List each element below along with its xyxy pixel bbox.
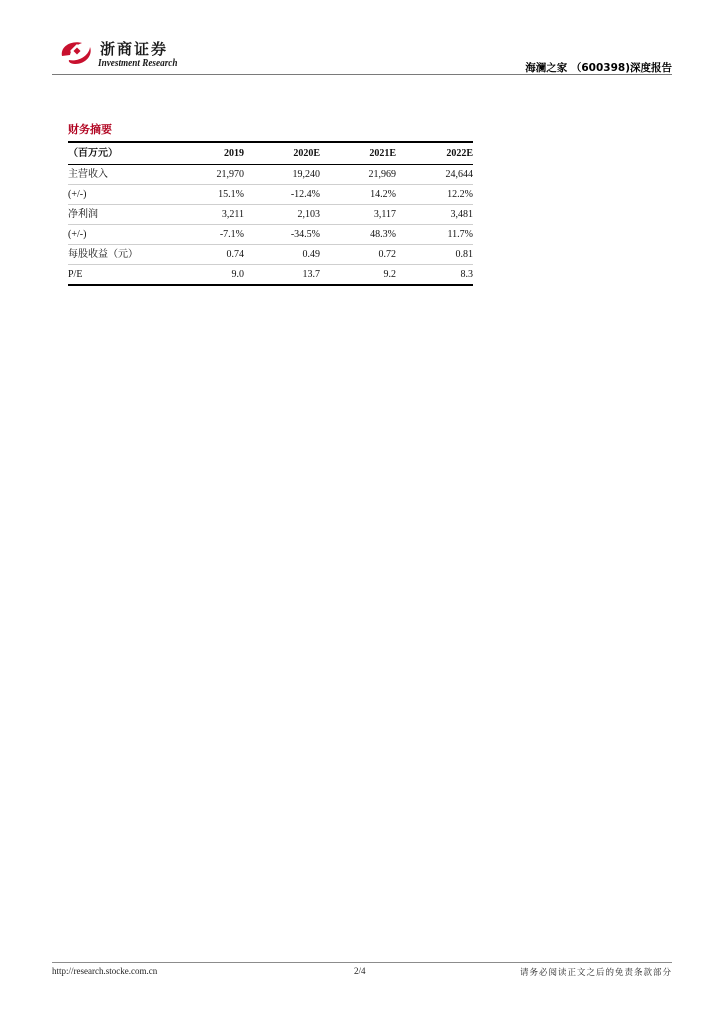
table-header-row <box>68 142 473 165</box>
header-divider <box>52 74 672 75</box>
table-cell: 3,481 <box>450 209 473 220</box>
section-title: 财务摘要 <box>68 123 112 136</box>
table-cell: 11.7% <box>447 229 473 240</box>
footer-disclaimer: 请务必阅读正文之后的免责条款部分 <box>519 968 672 978</box>
table-cell: -12.4% <box>290 189 320 200</box>
row-label: 每股收益（元） <box>68 249 138 260</box>
table-cell: 21,969 <box>368 169 396 180</box>
column-header-2021e: 2021E <box>369 148 396 159</box>
table-cell: 0.74 <box>226 249 244 260</box>
table-cell: 13.7 <box>302 269 320 280</box>
table-cell: -7.1% <box>219 229 244 240</box>
table-cell: 14.2% <box>370 189 396 200</box>
row-label: (+/-) <box>68 189 87 200</box>
column-header-2019: 2019 <box>224 148 244 159</box>
row-label: 主营收入 <box>68 169 108 180</box>
table-row <box>68 165 473 185</box>
financial-summary-table <box>68 141 473 286</box>
row-label: P/E <box>68 269 83 280</box>
footer-divider <box>52 962 672 963</box>
brand-name-en: Investment Research <box>98 58 178 69</box>
table-cell: 21,970 <box>216 169 244 180</box>
table-cell: 9.2 <box>383 269 396 280</box>
table-cell: 2,103 <box>297 209 320 220</box>
table-cell: 19,240 <box>292 169 320 180</box>
page-number: 2/4 <box>354 966 366 976</box>
column-header-2022e: 2022E <box>446 148 473 159</box>
table-row <box>68 185 473 205</box>
table-cell: 3,211 <box>221 209 244 220</box>
column-header-unit: （百万元） <box>68 148 118 159</box>
table-row <box>68 205 473 225</box>
table-row <box>68 265 473 286</box>
table-row <box>68 225 473 245</box>
table-cell: 3,117 <box>373 209 396 220</box>
table-cell: 24,644 <box>445 169 473 180</box>
row-label: 净利润 <box>68 209 98 220</box>
table-cell: 8.3 <box>460 269 473 280</box>
table-cell: 12.2% <box>447 189 473 200</box>
report-title: 海澜之家 （600398)深度报告 <box>525 62 672 74</box>
table-cell: 0.81 <box>455 249 473 260</box>
table-cell: 9.0 <box>231 269 244 280</box>
row-label: (+/-) <box>68 229 87 240</box>
brand-name-cn: 浙商证券 <box>100 40 169 58</box>
table-cell: 0.49 <box>302 249 320 260</box>
column-header-2020e: 2020E <box>293 148 320 159</box>
table-cell: 15.1% <box>218 189 244 200</box>
footer-website-link[interactable]: http://research.stocke.com.cn <box>52 966 158 976</box>
table-cell: 0.72 <box>378 249 396 260</box>
table-cell: 48.3% <box>370 229 396 240</box>
table-row <box>68 245 473 265</box>
zheshang-securities-logo-icon <box>56 36 96 68</box>
table-cell: -34.5% <box>290 229 320 240</box>
